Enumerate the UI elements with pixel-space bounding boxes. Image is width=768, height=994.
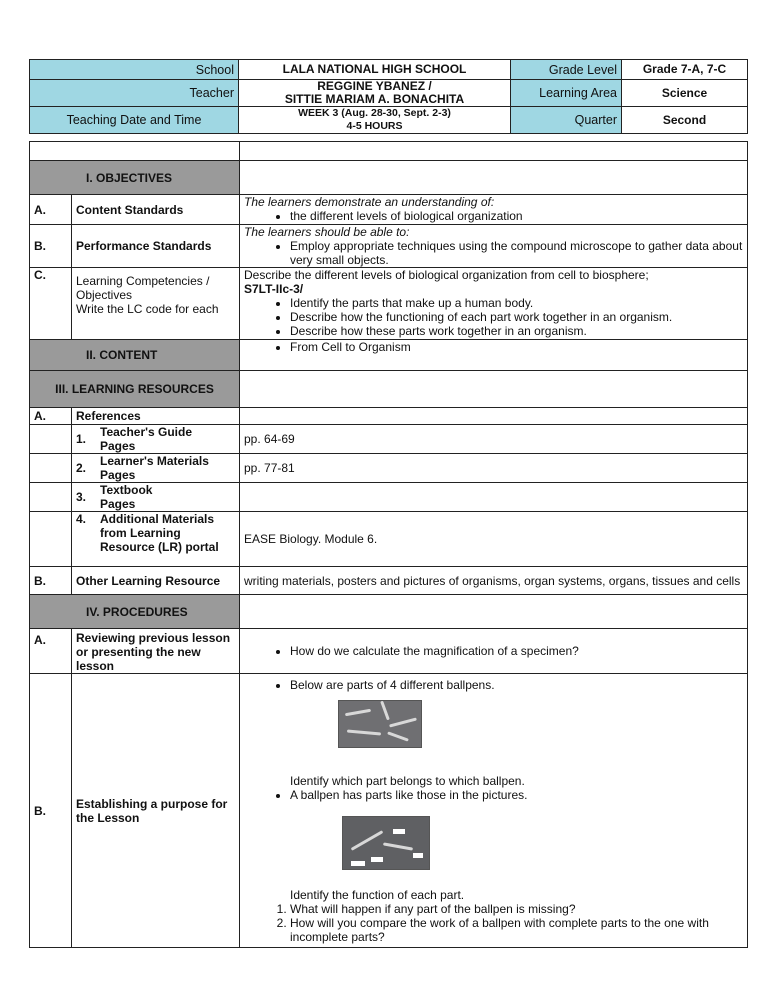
objectives-heading-blank (240, 161, 748, 195)
content-standards-cell (240, 195, 748, 225)
ref-item-num: 3. (76, 490, 87, 504)
lesson-plan-table (29, 141, 748, 948)
ref-item-num: 2. (76, 461, 87, 475)
ref-item-text: Learner's Materials Pages (100, 454, 209, 482)
quarter-value: Second (622, 107, 748, 134)
other-resource-label: Other Learning Resource (72, 567, 240, 595)
spacer-cell-right (240, 142, 748, 161)
resources-heading-blank (240, 371, 748, 408)
learning-area-label: Learning Area (511, 80, 622, 107)
ref-item-text: Additional Materials from Learning Resource (LR) portal (100, 512, 219, 554)
references-label: References (72, 408, 240, 425)
procedure-b-text-1: Identify which part belongs to which ballpen. (290, 774, 525, 788)
teaching-week: WEEK 3 (Aug. 28-30, Sept. 2-3) (298, 107, 451, 119)
performance-standards-cell (240, 225, 748, 268)
quarter-label: Quarter (511, 107, 622, 134)
competencies-code: S7LT-IIc-3/ (244, 282, 304, 296)
teacher-value (239, 80, 511, 107)
competency-bullet: • Describe how the functioning of each part work together in an organism. (290, 310, 743, 324)
ref-item-value (240, 483, 748, 512)
procedure-a-letter: A. (30, 629, 72, 674)
content-bullet: • From Cell to Organism (290, 340, 743, 354)
performance-standards-label: Performance Standards (72, 225, 240, 268)
competencies-letter: C. (30, 268, 72, 340)
content-cell (240, 340, 748, 371)
ref-item-num: 4. (76, 512, 87, 526)
procedure-b-letter: B. (30, 674, 72, 948)
competencies-label-cell (72, 268, 240, 340)
teaching-hours: 4-5 HOURS (346, 120, 403, 132)
references-blank (240, 408, 748, 425)
ref-item-label (72, 425, 240, 454)
procedure-a-bullet: • How do we calculate the magnification of a specimen? (290, 644, 743, 658)
procedure-b-cell (240, 674, 748, 948)
competencies-cell (240, 268, 748, 340)
procedure-b-text-2: Identify the function of each part. (290, 888, 465, 902)
references-letter: A. (30, 408, 72, 425)
content-standards-intro: The learners demonstrate an understanding of: (244, 195, 495, 209)
procedures-heading-blank (240, 595, 748, 629)
performance-standards-letter: B. (30, 225, 72, 268)
competencies-label: Learning Competencies / Objectives (76, 274, 210, 302)
procedure-b-bullet-1: • Below are parts of 4 different ballpens. (290, 678, 743, 692)
ref-blank (30, 425, 72, 454)
learning-area-value: Science (622, 80, 748, 107)
procedure-a-label: Reviewing previous lesson or presenting the new lesson (72, 629, 240, 674)
competencies-sublabel: Write the LC code for each (76, 302, 219, 316)
grade-level-value: Grade 7-A, 7-C (622, 60, 748, 80)
competency-bullet: • Describe how these parts work together in an organism. (290, 324, 743, 338)
school-label: School (30, 60, 239, 80)
ref-blank (30, 512, 72, 567)
ref-item-value: pp. 64-69 (240, 425, 748, 454)
procedure-b-question: 1. What will happen if any part of the ballpen is missing? (290, 902, 743, 916)
procedures-heading: IV. PROCEDURES (30, 595, 240, 629)
competency-bullet: • Identify the parts that make up a human body. (290, 296, 743, 310)
ref-item-label (72, 512, 240, 567)
ballpen-parts-image (338, 700, 422, 748)
ballpen-labeled-parts-image (342, 816, 430, 870)
ref-item-value: EASE Biology. Module 6. (240, 512, 748, 567)
ref-item-text: Teacher's Guide Pages (100, 425, 192, 453)
ref-item-text: Textbook Pages (100, 483, 153, 511)
teaching-date-label: Teaching Date and Time (30, 107, 239, 134)
teaching-date-value (239, 107, 511, 134)
performance-standards-bullet: • Employ appropriate techniques using the compound microscope to gather data about very small objects. (290, 239, 743, 267)
procedure-b-bullet-2: • A ballpen has parts like those in the pictures. (290, 788, 743, 802)
content-heading: II. CONTENT (30, 340, 240, 371)
ref-item-label (72, 483, 240, 512)
resources-heading: III. LEARNING RESOURCES (30, 371, 240, 408)
content-standards-letter: A. (30, 195, 72, 225)
objectives-heading: I. OBJECTIVES (30, 161, 240, 195)
ref-blank (30, 483, 72, 512)
procedure-a-cell (240, 629, 748, 674)
content-standards-bullet: • the different levels of biological organization (290, 209, 743, 223)
procedure-b-label: Establishing a purpose for the Lesson (72, 674, 240, 948)
ref-item-value: pp. 77-81 (240, 454, 748, 483)
spacer-cell-left (30, 142, 240, 161)
other-resource-letter: B. (30, 567, 72, 595)
procedure-b-question: 2. How will you compare the work of a ballpen with complete parts to the one with incomplete parts? (290, 916, 743, 944)
lesson-header-table (29, 59, 748, 134)
teacher-label: Teacher (30, 80, 239, 107)
grade-level-label: Grade Level (511, 60, 622, 80)
competencies-intro: Describe the different levels of biological organization from cell to biosphere; (244, 268, 649, 282)
teacher-name-1: REGGINE YBANEZ / (317, 79, 432, 93)
performance-standards-intro: The learners should be able to: (244, 225, 410, 239)
ref-blank (30, 454, 72, 483)
content-standards-label: Content Standards (72, 195, 240, 225)
ref-item-num: 1. (76, 432, 87, 446)
teacher-name-2: SITTIE MARIAM A. BONACHITA (284, 92, 465, 106)
ref-item-label (72, 454, 240, 483)
school-value: LALA NATIONAL HIGH SCHOOL (239, 60, 511, 80)
other-resource-value: writing materials, posters and pictures of organisms, organ systems, organs, tissues and cells (240, 567, 748, 595)
